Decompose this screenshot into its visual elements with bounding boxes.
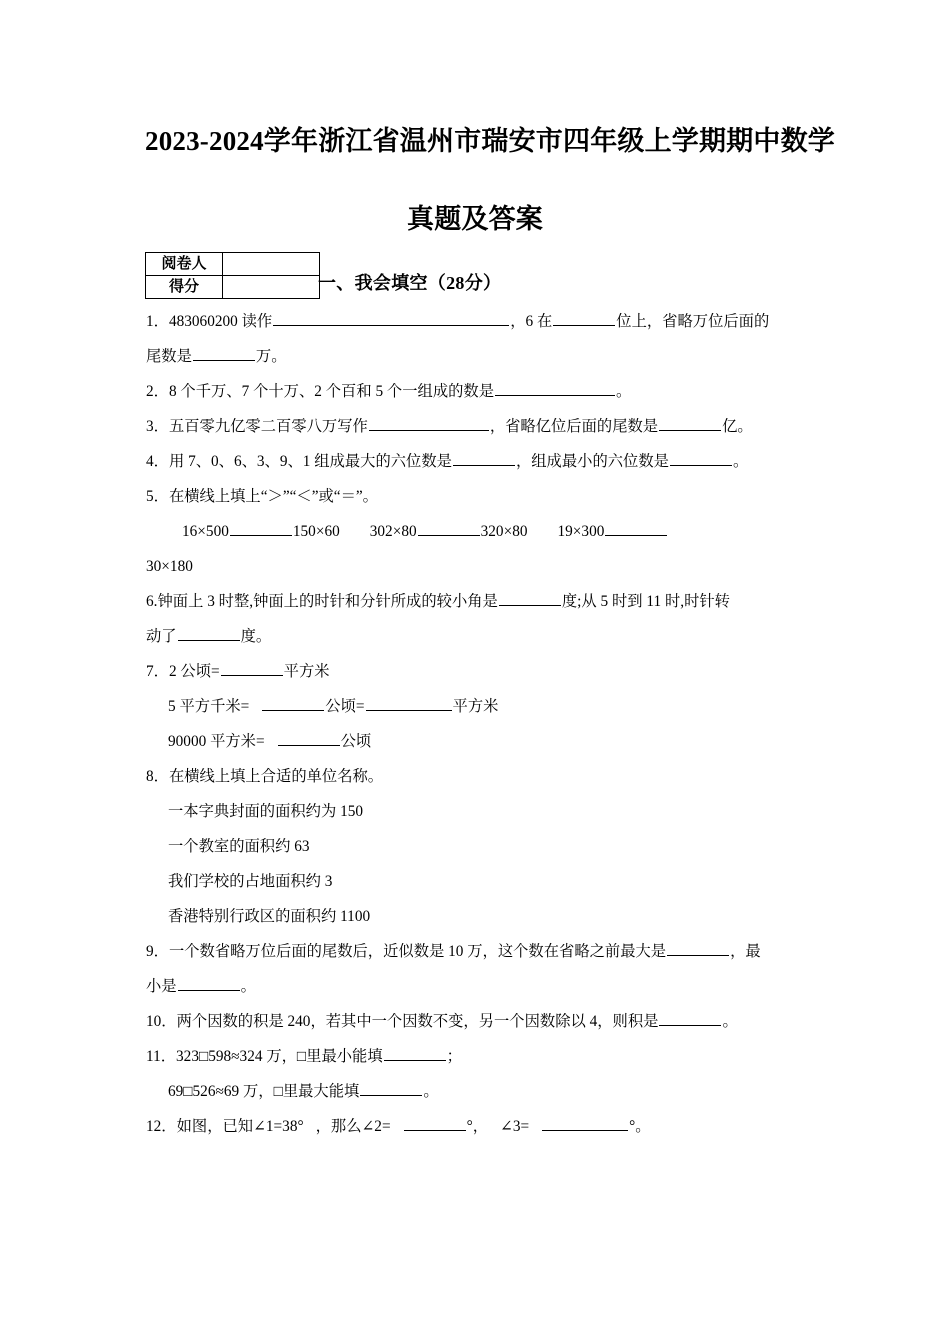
score-value-cell[interactable]: [223, 276, 320, 299]
q5-answer-blank-3[interactable]: [605, 521, 667, 536]
question-4: [146, 444, 810, 479]
q4-text-a: 4．用 7、0、6、3、9、1 组成最大的六位数是: [146, 453, 452, 470]
q4-text-c: 。: [732, 453, 749, 470]
q3-answer-blank-1[interactable]: [369, 416, 489, 431]
q4-text-b: ，组成最小的六位数是: [515, 453, 669, 470]
question-8-item-1: 一本字典封面的面积约为 150: [168, 803, 364, 820]
q11-answer-blank-2[interactable]: [360, 1081, 422, 1096]
question-11-line-2: [146, 1074, 810, 1109]
grader-score-box: [145, 252, 320, 300]
q7-text-f: 90000 平方米=: [168, 733, 265, 750]
q12-text-e: °。: [629, 1118, 651, 1135]
grader-label: 阅卷人: [146, 253, 223, 276]
question-8-item-2: 一个教室的面积约 63: [168, 838, 310, 855]
question-8-prompt: 8．在横线上填上合适的单位名称。: [146, 768, 384, 785]
q1-answer-blank-3[interactable]: [193, 346, 255, 361]
q12-answer-blank-2[interactable]: [542, 1116, 628, 1131]
q1-text-d: 尾数是: [146, 348, 192, 365]
q9-answer-blank-2[interactable]: [178, 976, 240, 991]
q7-text-c: 5 平方千米=: [168, 698, 250, 715]
q7-text-a: 7．2 公顷=: [146, 663, 220, 680]
q2-text-b: 。: [616, 383, 632, 400]
document-title: [145, 118, 835, 242]
question-8-item-4: 香港特别行政区的面积约 1100: [168, 908, 371, 925]
q1-text-b: ，6 在: [510, 313, 553, 330]
q3-answer-blank-2[interactable]: [659, 416, 721, 431]
q11-answer-blank-1[interactable]: [384, 1046, 446, 1061]
q9-text-b: ，最: [730, 943, 761, 960]
question-10: [146, 1004, 810, 1039]
question-5-expressions: [146, 514, 810, 549]
question-11-line-1: [146, 1039, 810, 1074]
q9-answer-blank-1[interactable]: [667, 941, 729, 956]
q1-text-c: 位上，省略万位后面的: [616, 313, 770, 330]
q5-expr-b-right: 320×80: [480, 523, 528, 540]
q5-expr-a-right: 150×60: [292, 523, 340, 540]
q3-text-b: ，省略亿位后面的尾数是: [489, 418, 659, 435]
q1-answer-blank-2[interactable]: [553, 311, 615, 326]
grader-table: [145, 252, 320, 299]
q10-answer-blank-1[interactable]: [659, 1011, 721, 1026]
question-7-line-2: [146, 689, 810, 724]
question-9-line-2: [146, 969, 810, 1004]
q2-answer-blank-1[interactable]: [495, 381, 615, 396]
questions-body: [146, 304, 810, 1144]
question-1-line-1: [146, 304, 810, 339]
table-row: [146, 253, 320, 276]
q11-text-b: ；: [446, 1048, 462, 1065]
question-6-line-2: [146, 619, 810, 654]
question-7-line-3: [146, 724, 810, 759]
question-3: [146, 409, 810, 444]
q6-answer-blank-2[interactable]: [178, 626, 240, 641]
section-heading: 一、我会填空（28分）: [318, 273, 502, 293]
q7-text-g: 公顷: [340, 733, 372, 750]
q5-answer-blank-2[interactable]: [418, 521, 480, 536]
grader-value-cell[interactable]: [223, 253, 320, 276]
q1-answer-blank-1[interactable]: [273, 311, 509, 326]
q11-text-a: 11．323□598≈324 万，□里最小能填: [146, 1048, 383, 1065]
q4-answer-blank-1[interactable]: [453, 451, 515, 466]
q9-text-d: 。: [240, 978, 256, 995]
q1-text-e: 万。: [255, 348, 287, 365]
q5-answer-blank-1[interactable]: [230, 521, 292, 536]
score-label: 得分: [146, 276, 223, 299]
q9-text-c: 小是: [146, 978, 177, 995]
question-5-prompt: 5．在横线上填上“＞”“＜”或“＝”。: [146, 488, 378, 505]
q7-text-b: 平方米: [283, 663, 330, 680]
q3-text-a: 3．五百零九亿零二百零八万写作: [146, 418, 368, 435]
q7-answer-blank-1[interactable]: [221, 661, 283, 676]
question-8-item-3: 我们学校的占地面积约 3: [168, 873, 333, 890]
q11-text-c: 69□526≈69 万，□里最大能填: [168, 1083, 360, 1100]
question-6-line-1: [146, 584, 810, 619]
q10-text-a: 10．两个因数的积是 240，若其中一个因数不变，另一个因数除以 4，则积是: [146, 1013, 659, 1030]
q12-text-c: °，: [466, 1118, 488, 1135]
q12-text-a: 12．如图，已知∠1=38°: [146, 1118, 304, 1135]
q7-answer-blank-3[interactable]: [366, 696, 452, 711]
q5-expr-a-left: 16×500: [182, 523, 229, 540]
q7-text-e: 平方米: [452, 698, 499, 715]
question-12: [146, 1109, 810, 1144]
q4-answer-blank-2[interactable]: [670, 451, 732, 466]
q7-answer-blank-2[interactable]: [262, 696, 324, 711]
q6-text-c: 动了: [146, 628, 177, 645]
q12-answer-blank-1[interactable]: [404, 1116, 466, 1131]
q12-text-d: ∠3=: [500, 1118, 530, 1135]
q1-text-a: 1．483060200 读作: [146, 313, 273, 330]
table-row: [146, 276, 320, 299]
title-line-1: 2023-2024学年浙江省温州市瑞安市四年级上学期期中数学: [145, 126, 835, 156]
q9-text-a: 9．一个数省略万位后面的尾数后，近似数是 10 万，这个数在省略之前最大是: [146, 943, 667, 960]
question-1-line-2: [146, 339, 810, 374]
q6-text-d: 度。: [240, 628, 272, 645]
q6-text-b: 度;从 5 时到 11 时,时针转: [561, 593, 730, 610]
q6-text-a: 6.钟面上 3 时整,钟面上的时针和分针所成的较小角是: [146, 593, 498, 610]
q2-text-a: 2．8 个千万、7 个十万、2 个百和 5 个一组成的数是: [146, 383, 495, 400]
title-line-2: 真题及答案: [407, 204, 543, 234]
q7-text-d: 公顷=: [325, 698, 365, 715]
question-2: [146, 374, 810, 409]
q12-text-b: ，那么∠2=: [315, 1118, 391, 1135]
question-5-expression-c-right: 30×180: [146, 558, 193, 575]
q10-text-b: 。: [722, 1013, 738, 1030]
q3-text-c: 亿。: [722, 418, 753, 435]
q5-expr-b-left: 302×80: [369, 523, 417, 540]
q7-answer-blank-4[interactable]: [278, 731, 340, 746]
question-7-line-1: [146, 654, 810, 689]
q6-answer-blank-1[interactable]: [499, 591, 561, 606]
q5-expr-c-left: 19×300: [557, 523, 605, 540]
question-9-line-1: [146, 934, 810, 969]
q11-text-d: 。: [423, 1083, 439, 1100]
